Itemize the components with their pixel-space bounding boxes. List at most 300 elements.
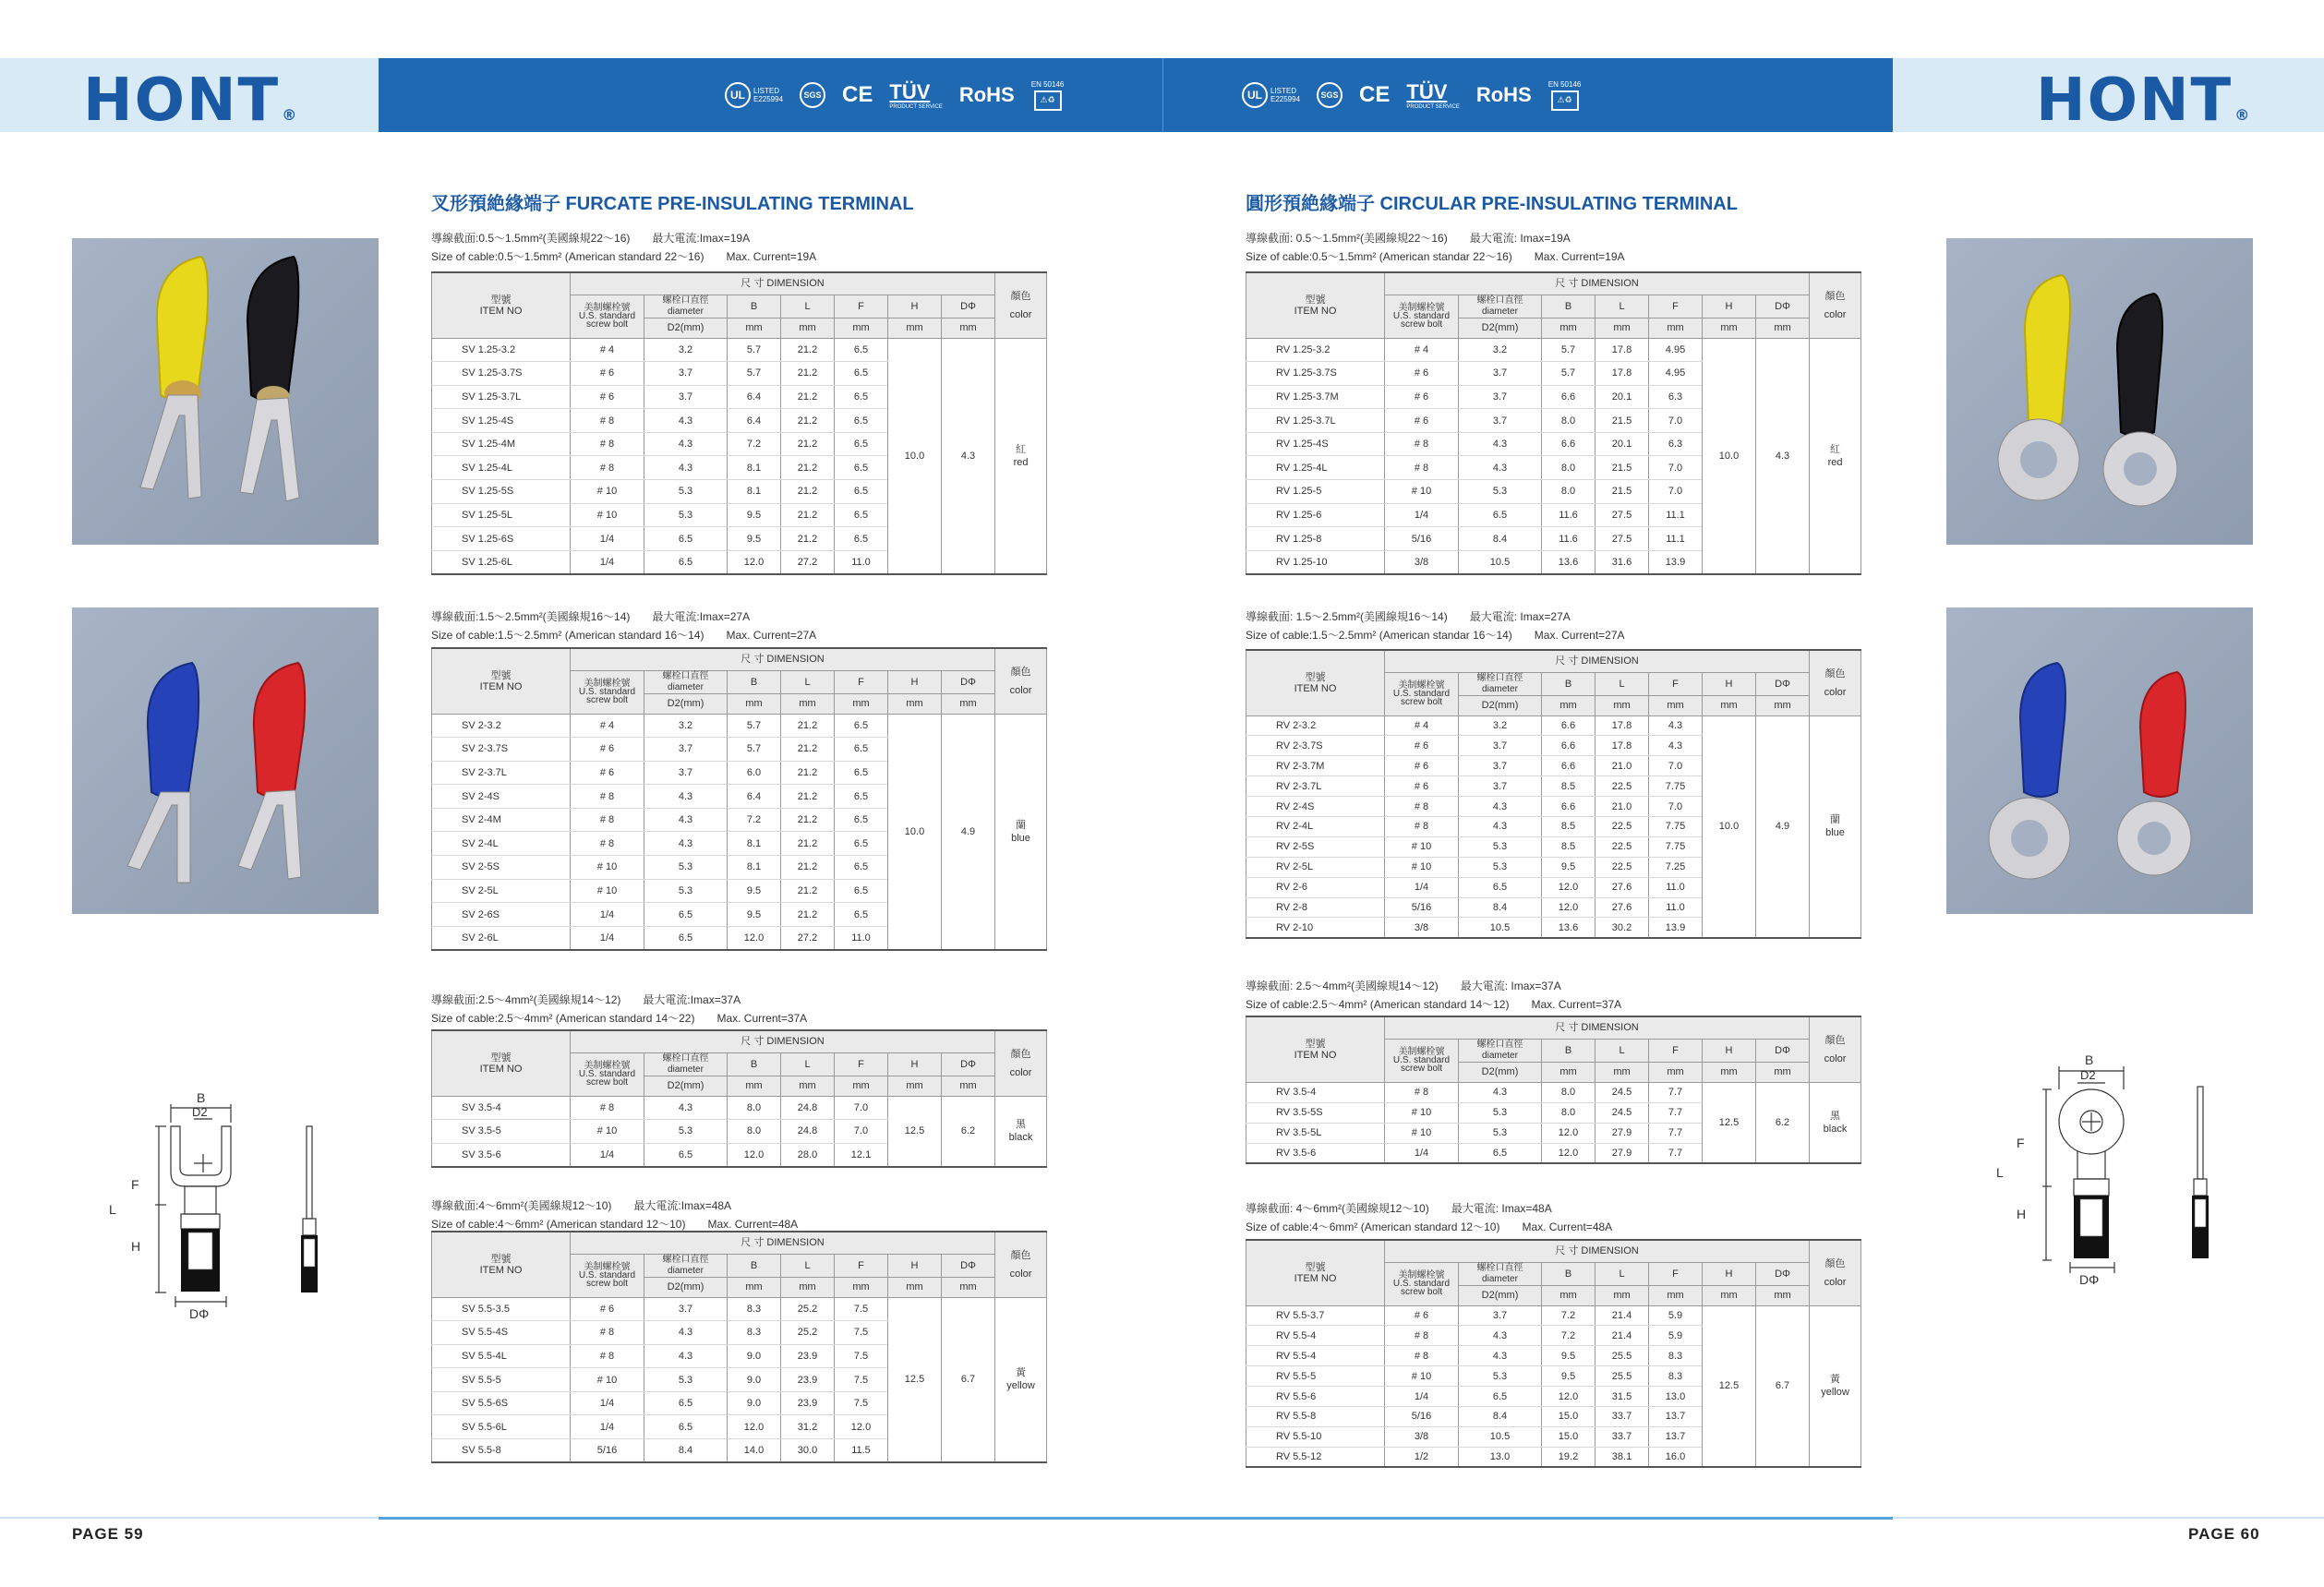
- cell-item: RV 2-5S: [1246, 836, 1385, 857]
- dim-b-label: B: [197, 1090, 206, 1105]
- cell-b: 13.6: [1542, 918, 1595, 938]
- cell-item: SV 5.5-5: [432, 1368, 571, 1392]
- cell-item: SV 1.25-5L: [432, 503, 571, 527]
- cell-b: 5.7: [728, 738, 781, 762]
- col-header-d2: 螺栓口直徑 diameter: [644, 295, 728, 318]
- dim-l-label: L: [1996, 1165, 2004, 1180]
- unit-mm: mm: [888, 1076, 942, 1096]
- col-header-bolt: 美制螺栓號 U.S. standard screw bolt: [1385, 1262, 1459, 1305]
- cell-item: RV 1.25-4L: [1246, 456, 1385, 480]
- cell-bolt: # 6: [1385, 756, 1459, 776]
- cell-d2: 3.2: [1459, 715, 1542, 736]
- cell-bolt: # 10: [1385, 836, 1459, 857]
- cell-item: RV 1.25-3.2: [1246, 338, 1385, 362]
- cell-h: 10.0: [1703, 715, 1756, 938]
- cell-b: 5.7: [1542, 362, 1595, 386]
- cell-bolt: # 4: [1385, 338, 1459, 362]
- cell-f: 5.9: [1649, 1326, 1703, 1346]
- cell-h: 10.0: [888, 338, 942, 574]
- cell-d2: 10.5: [1459, 1426, 1542, 1447]
- cell-item: RV 2-3.7S: [1246, 736, 1385, 756]
- cell-item: RV 1.25-10: [1246, 550, 1385, 574]
- col-header-dimension: 尺 寸 DIMENSION: [1385, 1016, 1810, 1039]
- cell-h: 12.5: [1703, 1082, 1756, 1163]
- cell-f: 7.7: [1649, 1143, 1703, 1163]
- circular-blue-product-photo: [1946, 607, 2253, 914]
- dim-f-label: F: [2017, 1136, 2025, 1150]
- cell-d2: 5.3: [1459, 836, 1542, 857]
- unit-mm: mm: [1595, 695, 1649, 715]
- cell-bolt: 1/4: [571, 1415, 644, 1439]
- cell-l: 23.9: [781, 1368, 835, 1392]
- cell-b: 8.5: [1542, 816, 1595, 836]
- spec-cn-size: 導線截面: 4～6mm²(美國線規12～10): [1246, 1202, 1429, 1215]
- col-header-bolt: 美制螺栓號 U.S. standard screw bolt: [571, 1052, 644, 1096]
- col-header-dimension: 尺 寸 DIMENSION: [571, 1232, 995, 1254]
- cell-f: 7.0: [835, 1096, 888, 1120]
- cell-f: 7.0: [1649, 456, 1703, 480]
- col-header-dphi: DΦ: [942, 1052, 995, 1076]
- cell-bolt: # 8: [1385, 816, 1459, 836]
- col-header-bolt: 美制螺栓號 U.S. standard screw bolt: [571, 670, 644, 714]
- cell-b: 5.7: [728, 714, 781, 738]
- cell-b: 13.6: [1542, 550, 1595, 574]
- cell-bolt: # 6: [571, 761, 644, 785]
- cell-d2: 3.7: [644, 362, 728, 386]
- cell-bolt: 5/16: [1385, 1406, 1459, 1426]
- spec-en-current: Max. Current=37A: [1531, 998, 1622, 1011]
- cell-f: 13.7: [1649, 1406, 1703, 1426]
- cell-d2: 3.7: [1459, 409, 1542, 433]
- cell-l: 25.5: [1595, 1366, 1649, 1387]
- cell-dphi: 4.9: [1756, 715, 1810, 938]
- page-number-left: PAGE 59: [72, 1525, 144, 1543]
- cell-b: 19.2: [1542, 1447, 1595, 1467]
- cell-l: 22.5: [1595, 857, 1649, 877]
- cell-f: 11.0: [835, 926, 888, 950]
- cell-d2: 6.5: [644, 1143, 728, 1167]
- footer-line-left: [0, 1517, 379, 1519]
- cell-b: 7.2: [728, 432, 781, 456]
- cell-f: 4.3: [1649, 736, 1703, 756]
- cell-b: 12.0: [728, 1143, 781, 1167]
- cell-f: 6.5: [835, 714, 888, 738]
- unit-d2: D2(mm): [644, 693, 728, 714]
- cell-l: 27.9: [1595, 1143, 1649, 1163]
- cell-b: 6.4: [728, 785, 781, 809]
- cell-item: SV 5.5-4L: [432, 1344, 571, 1368]
- furcate-red-product-photo: [72, 238, 379, 545]
- cell-bolt: 3/8: [1385, 550, 1459, 574]
- cell-color: 黃 yellow: [1810, 1305, 1861, 1467]
- tuv-logo: TÜV PRODUCT SERVICE: [1406, 80, 1460, 110]
- cell-color: 蘭 blue: [995, 714, 1047, 950]
- col-header-d2: 螺栓口直徑 diameter: [644, 1254, 728, 1277]
- cell-d2: 3.7: [1459, 756, 1542, 776]
- cell-b: 14.0: [728, 1439, 781, 1463]
- cell-b: 8.5: [1542, 836, 1595, 857]
- cell-l: 24.8: [781, 1096, 835, 1120]
- col-header-b: B: [728, 1254, 781, 1277]
- cell-b: 6.0: [728, 761, 781, 785]
- cell-l: 21.0: [1595, 756, 1649, 776]
- cell-f: 13.9: [1649, 918, 1703, 938]
- cell-bolt: # 8: [571, 1321, 644, 1345]
- cell-bolt: # 6: [1385, 409, 1459, 433]
- cell-d2: 5.3: [1459, 1102, 1542, 1123]
- col-header-b: B: [1542, 295, 1595, 318]
- cell-l: 21.2: [781, 385, 835, 409]
- cell-bolt: # 6: [1385, 385, 1459, 409]
- cell-h: 12.5: [888, 1297, 942, 1462]
- spec-en-size: Size of cable:4～6mm² (American standard 12～10): [431, 1218, 686, 1231]
- cell-f: 6.5: [835, 409, 888, 433]
- header-divider: [1162, 58, 1163, 132]
- cell-bolt: # 6: [571, 385, 644, 409]
- cell-bolt: # 6: [571, 362, 644, 386]
- cell-b: 7.2: [728, 808, 781, 832]
- cell-d2: 3.2: [1459, 338, 1542, 362]
- cell-item: SV 5.5-8: [432, 1439, 571, 1463]
- table-row: [432, 338, 1047, 362]
- cell-f: 6.5: [835, 832, 888, 856]
- spec-en-current: Max. Current=27A: [726, 629, 817, 642]
- cell-d2: 3.7: [1459, 1305, 1542, 1326]
- cell-d2: 6.5: [1459, 1143, 1542, 1163]
- cell-item: RV 1.25-3.7S: [1246, 362, 1385, 386]
- cell-f: 12.1: [835, 1143, 888, 1167]
- col-header-f: F: [835, 295, 888, 318]
- furcate-table-1: [431, 271, 1047, 575]
- col-header-h: H: [888, 670, 942, 693]
- cell-f: 6.3: [1649, 385, 1703, 409]
- cell-d2: 4.3: [1459, 1346, 1542, 1366]
- cell-f: 11.1: [1649, 527, 1703, 551]
- col-header-dimension: 尺 寸 DIMENSION: [571, 272, 995, 295]
- cell-l: 21.2: [781, 714, 835, 738]
- furcate-table-4: [431, 1231, 1047, 1463]
- unit-mm: mm: [1756, 318, 1810, 338]
- cell-d2: 5.3: [1459, 480, 1542, 504]
- cell-b: 12.0: [728, 926, 781, 950]
- circular-table-3: [1246, 1016, 1861, 1164]
- cell-f: 13.9: [1649, 550, 1703, 574]
- cell-bolt: 1/4: [571, 926, 644, 950]
- cell-l: 21.2: [781, 832, 835, 856]
- cell-b: 8.0: [1542, 456, 1595, 480]
- cell-f: 7.0: [835, 1120, 888, 1144]
- cell-b: 6.6: [1542, 756, 1595, 776]
- col-header-item: 型號 ITEM NO: [1246, 1016, 1385, 1082]
- spec-en-size: Size of cable:0.5～1.5mm² (American standar 22～16): [1246, 250, 1512, 263]
- cell-item: RV 5.5-4: [1246, 1346, 1385, 1366]
- col-header-color: 顏色 color: [1810, 1240, 1861, 1305]
- cell-item: SV 5.5-6S: [432, 1391, 571, 1415]
- col-header-color: 顏色 color: [995, 1232, 1047, 1297]
- unit-mm: mm: [1703, 1062, 1756, 1082]
- cell-bolt: 1/4: [1385, 503, 1459, 527]
- cell-d2: 4.3: [644, 409, 728, 433]
- cell-l: 21.2: [781, 503, 835, 527]
- page-number-right: PAGE 60: [2188, 1525, 2260, 1543]
- cell-d2: 5.3: [1459, 857, 1542, 877]
- cell-b: 6.6: [1542, 432, 1595, 456]
- cell-item: SV 2-5S: [432, 856, 571, 880]
- col-header-b: B: [1542, 1039, 1595, 1062]
- unit-d2: D2(mm): [1459, 695, 1542, 715]
- col-header-dphi: DΦ: [942, 1254, 995, 1277]
- cell-item: RV 3.5-5S: [1246, 1102, 1385, 1123]
- cell-item: SV 2-4M: [432, 808, 571, 832]
- cell-f: 6.5: [835, 503, 888, 527]
- cell-f: 11.0: [1649, 897, 1703, 918]
- cell-item: RV 1.25-3.7M: [1246, 385, 1385, 409]
- cell-l: 21.2: [781, 856, 835, 880]
- cell-bolt: # 4: [571, 714, 644, 738]
- unit-mm: mm: [1756, 695, 1810, 715]
- cell-l: 25.2: [781, 1321, 835, 1345]
- cell-l: 21.5: [1595, 409, 1649, 433]
- cell-b: 11.6: [1542, 503, 1595, 527]
- ul-listed-logo: UL LISTED E225994: [725, 82, 783, 108]
- cell-f: 8.3: [1649, 1366, 1703, 1387]
- cell-item: SV 5.5-3.5: [432, 1297, 571, 1321]
- dim-h-label: H: [2017, 1207, 2027, 1221]
- unit-mm: mm: [888, 318, 942, 338]
- cell-d2: 3.2: [644, 714, 728, 738]
- cell-d2: 5.3: [644, 1368, 728, 1392]
- circular-red-product-photo: [1946, 238, 2253, 545]
- cell-f: 13.7: [1649, 1426, 1703, 1447]
- cell-bolt: 3/8: [1385, 1426, 1459, 1447]
- furcate-section-title: 叉形預絶緣端子 FURCATE PRE-INSULATING TERMINAL: [431, 194, 914, 214]
- cell-f: 6.5: [835, 808, 888, 832]
- cell-item: SV 3.5-5: [432, 1120, 571, 1144]
- col-header-l: L: [781, 295, 835, 318]
- cell-d2: 5.3: [644, 879, 728, 903]
- cell-l: 30.2: [1595, 918, 1649, 938]
- cell-bolt: # 8: [571, 432, 644, 456]
- cell-l: 24.5: [1595, 1082, 1649, 1102]
- cell-l: 17.8: [1595, 338, 1649, 362]
- cell-l: 21.4: [1595, 1326, 1649, 1346]
- cell-b: 8.0: [1542, 480, 1595, 504]
- spec-cn-size: 導線截面:4～6mm²(美國線規12～10): [431, 1199, 612, 1212]
- cell-bolt: # 6: [1385, 736, 1459, 756]
- unit-mm: mm: [728, 693, 781, 714]
- cell-item: SV 2-3.7L: [432, 761, 571, 785]
- cell-bolt: # 6: [571, 1297, 644, 1321]
- cell-item: SV 1.25-4L: [432, 456, 571, 480]
- cell-f: 7.7: [1649, 1102, 1703, 1123]
- spec-cn-size: 導線截面:0.5～1.5mm²(美國線規22～16): [431, 232, 631, 245]
- cell-b: 12.0: [1542, 877, 1595, 897]
- spec-cn-current: 最大電流: Imax=48A: [1451, 1202, 1552, 1215]
- cell-d2: 5.3: [644, 856, 728, 880]
- circular-section-title: 圓形預絶緣端子 CIRCULAR PRE-INSULATING TERMINAL: [1246, 194, 1738, 214]
- col-header-dphi: DΦ: [942, 670, 995, 693]
- circular-table-4: [1246, 1239, 1861, 1468]
- col-header-bolt: 美制螺栓號 U.S. standard screw bolt: [571, 1254, 644, 1297]
- cell-l: 21.4: [1595, 1305, 1649, 1326]
- cell-bolt: # 8: [571, 1344, 644, 1368]
- cell-b: 7.2: [1542, 1326, 1595, 1346]
- cell-l: 31.6: [1595, 550, 1649, 574]
- cell-f: 6.5: [835, 456, 888, 480]
- unit-mm: mm: [1542, 1285, 1595, 1305]
- cell-l: 17.8: [1595, 715, 1649, 736]
- col-header-f: F: [835, 1052, 888, 1076]
- cell-l: 27.2: [781, 926, 835, 950]
- cell-l: 25.5: [1595, 1346, 1649, 1366]
- col-header-bolt: 美制螺栓號 U.S. standard screw bolt: [1385, 295, 1459, 338]
- dim-h-label: H: [131, 1239, 141, 1254]
- spec-en-current: Max. Current=19A: [726, 250, 817, 263]
- cell-d2: 4.3: [644, 785, 728, 809]
- cell-l: 21.2: [781, 409, 835, 433]
- cell-dphi: 4.9: [942, 714, 995, 950]
- cell-bolt: # 10: [1385, 857, 1459, 877]
- cell-f: 6.5: [835, 856, 888, 880]
- col-header-h: H: [1703, 1039, 1756, 1062]
- cell-bolt: # 8: [1385, 1082, 1459, 1102]
- circular-technical-drawing: [1985, 1048, 2262, 1288]
- dim-dphi-label: DΦ: [189, 1306, 210, 1320]
- unit-mm: mm: [1595, 1062, 1649, 1082]
- unit-mm: mm: [781, 318, 835, 338]
- cell-l: 21.2: [781, 761, 835, 785]
- cell-l: 38.1: [1595, 1447, 1649, 1467]
- cell-f: 4.3: [1649, 715, 1703, 736]
- col-header-dimension: 尺 寸 DIMENSION: [1385, 1240, 1810, 1262]
- circular-table-2: [1246, 649, 1861, 939]
- cell-b: 6.4: [728, 409, 781, 433]
- cell-dphi: 6.2: [1756, 1082, 1810, 1163]
- en50146-logo: EN 50146 ⚠♻: [1548, 80, 1582, 111]
- cell-dphi: 4.3: [942, 338, 995, 574]
- cell-d2: 3.7: [644, 761, 728, 785]
- cell-d2: 4.3: [1459, 456, 1542, 480]
- cell-bolt: # 10: [571, 503, 644, 527]
- spec-en-current: Max. Current=27A: [1534, 629, 1625, 642]
- col-header-f: F: [1649, 1262, 1703, 1285]
- unit-mm: mm: [942, 1076, 995, 1096]
- cell-item: RV 5.5-5: [1246, 1366, 1385, 1387]
- spec-cn-current: 最大電流: Imax=37A: [1460, 980, 1561, 992]
- cell-f: 7.5: [835, 1321, 888, 1345]
- cell-d2: 10.5: [1459, 918, 1542, 938]
- cell-b: 9.5: [728, 903, 781, 927]
- cell-l: 17.8: [1595, 736, 1649, 756]
- cell-b: 9.0: [728, 1344, 781, 1368]
- cell-d2: 8.4: [1459, 897, 1542, 918]
- cell-l: 23.9: [781, 1344, 835, 1368]
- rohs-logo: RoHS: [1475, 83, 1532, 106]
- cell-d2: 6.5: [644, 550, 728, 574]
- cell-l: 27.5: [1595, 527, 1649, 551]
- cell-f: 7.0: [1649, 797, 1703, 817]
- cell-b: 15.0: [1542, 1406, 1595, 1426]
- cell-b: 5.7: [728, 362, 781, 386]
- cell-f: 7.5: [835, 1391, 888, 1415]
- col-header-color: 顏色 color: [995, 272, 1047, 338]
- cell-b: 8.1: [728, 456, 781, 480]
- table-row: [1246, 715, 1861, 736]
- brand-logo-left: HONT ®: [83, 66, 299, 135]
- spec-en-current: Max. Current=48A: [1522, 1220, 1613, 1233]
- cell-b: 6.6: [1542, 797, 1595, 817]
- col-header-dphi: DΦ: [942, 295, 995, 318]
- table-row: [1246, 1305, 1861, 1326]
- cell-item: SV 1.25-3.2: [432, 338, 571, 362]
- unit-mm: mm: [1649, 1062, 1703, 1082]
- spec-cn-current: 最大電流: Imax=19A: [1469, 232, 1571, 245]
- unit-mm: mm: [1542, 695, 1595, 715]
- cell-d2: 5.3: [644, 1120, 728, 1144]
- cell-l: 31.5: [1595, 1387, 1649, 1407]
- cell-item: SV 1.25-6L: [432, 550, 571, 574]
- cell-b: 9.5: [1542, 857, 1595, 877]
- cell-d2: 3.7: [1459, 385, 1542, 409]
- cell-l: 21.2: [781, 879, 835, 903]
- cell-l: 22.5: [1595, 776, 1649, 797]
- cell-bolt: 1/2: [1385, 1447, 1459, 1467]
- col-header-bolt: 美制螺栓號 U.S. standard screw bolt: [1385, 1039, 1459, 1082]
- unit-d2: D2(mm): [1459, 1062, 1542, 1082]
- cell-l: 21.0: [1595, 797, 1649, 817]
- unit-mm: mm: [1756, 1285, 1810, 1305]
- cell-item: RV 2-6: [1246, 877, 1385, 897]
- spec-cn-current: 最大電流:Imax=19A: [652, 232, 751, 245]
- cell-l: 21.2: [781, 738, 835, 762]
- cell-f: 6.5: [835, 761, 888, 785]
- dim-d2-label: D2: [2080, 1068, 2096, 1082]
- cell-l: 33.7: [1595, 1426, 1649, 1447]
- table-row: [1246, 1082, 1861, 1102]
- cell-l: 21.2: [781, 808, 835, 832]
- col-header-h: H: [1703, 1262, 1756, 1285]
- spec-cn-size: 導線截面:1.5～2.5mm²(美國線規16～14): [431, 610, 631, 623]
- col-header-l: L: [1595, 295, 1649, 318]
- col-header-bolt: 美制螺栓號 U.S. standard screw bolt: [1385, 672, 1459, 715]
- circular-table-1: [1246, 271, 1861, 575]
- cell-f: 7.5: [835, 1368, 888, 1392]
- cell-d2: 8.4: [644, 1439, 728, 1463]
- cell-f: 7.5: [835, 1297, 888, 1321]
- unit-mm: mm: [781, 693, 835, 714]
- cell-b: 12.0: [1542, 1123, 1595, 1143]
- cell-bolt: # 6: [1385, 1305, 1459, 1326]
- col-header-d2: 螺栓口直徑 diameter: [1459, 1262, 1542, 1285]
- cell-item: RV 5.5-3.7: [1246, 1305, 1385, 1326]
- cell-bolt: 1/4: [1385, 1387, 1459, 1407]
- col-header-d2: 螺栓口直徑 diameter: [1459, 672, 1542, 695]
- col-header-item: 型號 ITEM NO: [1246, 650, 1385, 715]
- cell-f: 7.25: [1649, 857, 1703, 877]
- spec-en-current: Max. Current=48A: [707, 1218, 799, 1231]
- spec-cn-size: 導線截面:2.5～4mm²(美國線規14～12): [431, 993, 621, 1006]
- cell-bolt: # 10: [1385, 1123, 1459, 1143]
- cell-f: 7.7: [1649, 1123, 1703, 1143]
- cell-f: 6.5: [835, 903, 888, 927]
- cell-d2: 3.7: [644, 385, 728, 409]
- dim-b-label: B: [2085, 1052, 2094, 1067]
- cell-f: 7.75: [1649, 836, 1703, 857]
- cell-bolt: # 8: [1385, 797, 1459, 817]
- unit-mm: mm: [942, 1277, 995, 1297]
- cell-f: 7.0: [1649, 756, 1703, 776]
- cell-item: SV 1.25-6S: [432, 527, 571, 551]
